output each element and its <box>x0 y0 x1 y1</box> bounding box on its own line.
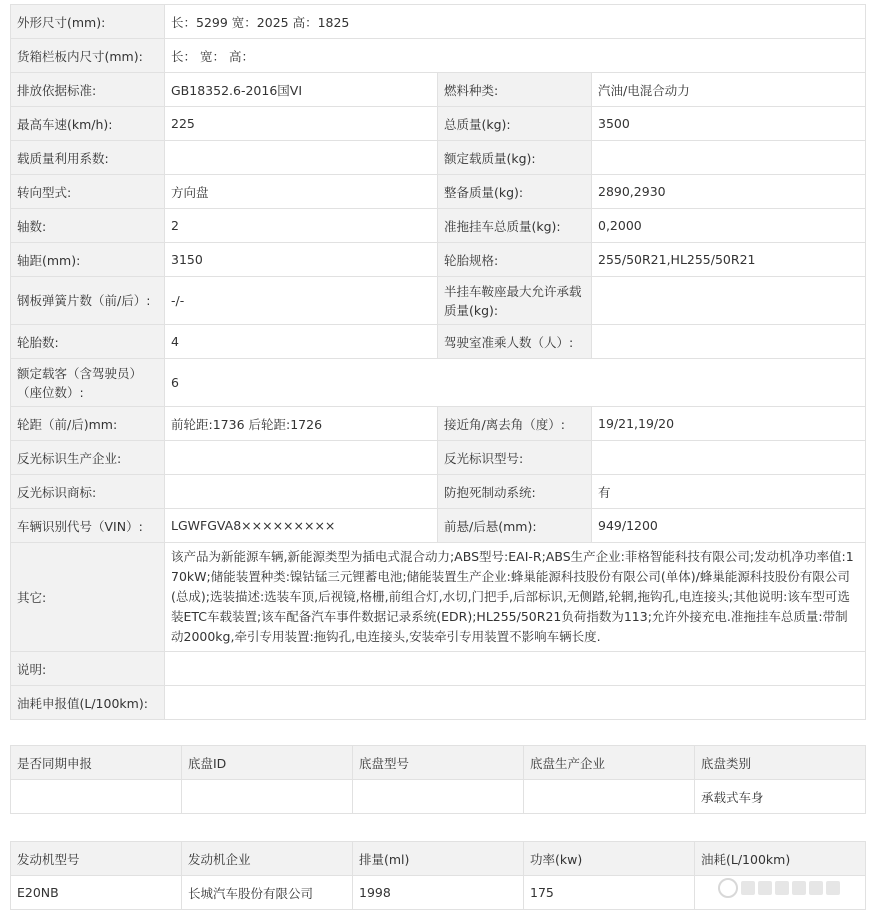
track-label: 轮距（前/后)mm: <box>11 407 165 441</box>
spec-row-emission <box>11 73 866 107</box>
steering-label: 转向型式: <box>11 175 165 209</box>
passengers-label: 额定载客（含驾驶员）（座位数）: <box>11 359 165 407</box>
spec-row-note <box>11 652 866 686</box>
watermark-glyph <box>826 881 840 895</box>
saddle-label: 半挂车鞍座最大允许承载质量(kg): <box>438 277 592 325</box>
other-label: 其它: <box>11 543 165 652</box>
angle-label: 接近角/离去角（度）: <box>438 407 592 441</box>
angle-value: 19/21,19/20 <box>592 407 866 441</box>
watermark-glyph <box>792 881 806 895</box>
watermark-glyph <box>758 881 772 895</box>
spec-row-dimensions <box>11 5 866 39</box>
consumption-label: 油耗申报值(L/100km): <box>11 686 165 720</box>
chassis-header-cell: 是否同期申报 <box>11 746 182 780</box>
overhang-label: 前悬/后悬(mm): <box>438 509 592 543</box>
emission-value: GB18352.6-2016国VI <box>165 73 438 107</box>
spec-row-consumption <box>11 686 866 720</box>
chassis-table <box>10 745 866 814</box>
cab-label: 驾驶室准乘人数（人）: <box>438 325 592 359</box>
emission-label: 排放依据标准: <box>11 73 165 107</box>
spec-row-passengers <box>11 359 866 407</box>
chassis-cell <box>11 780 182 814</box>
engine-cell: 175 <box>524 876 695 910</box>
dimensions-label: 外形尺寸(mm): <box>11 5 165 39</box>
spec-row-speed <box>11 107 866 141</box>
overhang-value: 949/1200 <box>592 509 866 543</box>
engine-header-cell: 油耗(L/100km) <box>695 842 866 876</box>
chassis-header-row <box>11 746 866 780</box>
engine-header-cell: 排量(ml) <box>353 842 524 876</box>
spec-row-abs <box>11 475 866 509</box>
engine-table <box>10 841 866 910</box>
track-value: 前轮距:1736 后轮距:1726 <box>165 407 438 441</box>
totalmass-label: 总质量(kg): <box>438 107 592 141</box>
reflector-maker-label: 反光标识生产企业: <box>11 441 165 475</box>
loadfactor-label: 载质量利用系数: <box>11 141 165 175</box>
spec-row-vin <box>11 509 866 543</box>
reflector-model-value <box>592 441 866 475</box>
spring-value: -/- <box>165 277 438 325</box>
spec-row-track <box>11 407 866 441</box>
chassis-header-cell: 底盘型号 <box>353 746 524 780</box>
tirecount-label: 轮胎数: <box>11 325 165 359</box>
trailer-value: 0,2000 <box>592 209 866 243</box>
spec-row-other <box>11 543 866 652</box>
chassis-header-cell: 底盘ID <box>182 746 353 780</box>
steering-value: 方向盘 <box>165 175 438 209</box>
ratedload-value <box>592 141 866 175</box>
spec-row-wheelbase <box>11 243 866 277</box>
cargo-value: 长： 宽： 高： <box>165 39 866 73</box>
chassis-cell <box>524 780 695 814</box>
maxspeed-label: 最高车速(km/h): <box>11 107 165 141</box>
chassis-cell: 承载式车身 <box>695 780 866 814</box>
dimensions-value: 长：5299 宽：2025 高：1825 <box>165 5 866 39</box>
fuel-label: 燃料种类: <box>438 73 592 107</box>
saddle-value <box>592 277 866 325</box>
note-value <box>165 652 866 686</box>
cargo-label: 货箱栏板内尺寸(mm): <box>11 39 165 73</box>
engine-cell: 长城汽车股份有限公司 <box>182 876 353 910</box>
wheelbase-value: 3150 <box>165 243 438 277</box>
vin-value: LGWFGVA8××××××××× <box>165 509 438 543</box>
engine-header-cell: 发动机型号 <box>11 842 182 876</box>
passengers-value: 6 <box>165 359 866 407</box>
reflector-model-label: 反光标识型号: <box>438 441 592 475</box>
curbmass-value: 2890,2930 <box>592 175 866 209</box>
spec-row-axles <box>11 209 866 243</box>
tire-value: 255/50R21,HL255/50R21 <box>592 243 866 277</box>
watermark-glyph <box>741 881 755 895</box>
reflector-brand-value <box>165 475 438 509</box>
spring-label: 钢板弹簧片数（前/后）: <box>11 277 165 325</box>
weibo-watermark <box>718 877 868 899</box>
trailer-label: 准拖挂车总质量(kg): <box>438 209 592 243</box>
axles-value: 2 <box>165 209 438 243</box>
spec-row-cargo <box>11 39 866 73</box>
abs-value: 有 <box>592 475 866 509</box>
spec-row-tirecount <box>11 325 866 359</box>
engine-header-cell: 功率(kw) <box>524 842 695 876</box>
tire-label: 轮胎规格: <box>438 243 592 277</box>
weibo-logo-icon <box>718 878 738 898</box>
vin-label: 车辆识别代号（VIN）: <box>11 509 165 543</box>
engine-cell: E20NB <box>11 876 182 910</box>
watermark-glyph <box>809 881 823 895</box>
other-value: 该产品为新能源车辆,新能源类型为插电式混合动力;ABS型号:EAI-R;ABS生产企业:菲格智能科技有限公司;发动机净功率值:170kW;储能装置种类:镍钴锰三元锂蓄电池;储能装置生产企业:蜂巢能源科技股份有限公司(单体)/蜂巢能源科技股份有限公司(总成);选装描述:选装车顶,后视镜,格栅,前组合灯,水切,门把手,后部标识,无侧踏,轮辋,拖钩孔,电连接头;其他说明:该车型可选装ETC车载装置;该车配备汽车事件数据记录系统(EDR);HL255/50R21负荷指数为113;允许外接充电.准拖挂车总质量:带制动2000kg,牵引专用装置:拖钩孔,电连接头,安装牵引专用装置不影响车辆长度. <box>165 543 866 652</box>
axles-label: 轴数: <box>11 209 165 243</box>
ratedload-label: 额定载质量(kg): <box>438 141 592 175</box>
engine-header-row <box>11 842 866 876</box>
maxspeed-value: 225 <box>165 107 438 141</box>
watermark-glyph <box>775 881 789 895</box>
spec-row-reflector <box>11 441 866 475</box>
tirecount-value: 4 <box>165 325 438 359</box>
engine-cell: 1998 <box>353 876 524 910</box>
spec-row-steering <box>11 175 866 209</box>
wheelbase-label: 轴距(mm): <box>11 243 165 277</box>
vehicle-spec-table <box>10 4 866 720</box>
reflector-maker-value <box>165 441 438 475</box>
engine-header-cell: 发动机企业 <box>182 842 353 876</box>
reflector-brand-label: 反光标识商标: <box>11 475 165 509</box>
chassis-header-cell: 底盘生产企业 <box>524 746 695 780</box>
spec-row-spring <box>11 277 866 325</box>
curbmass-label: 整备质量(kg): <box>438 175 592 209</box>
chassis-cell <box>353 780 524 814</box>
consumption-value <box>165 686 866 720</box>
note-label: 说明: <box>11 652 165 686</box>
totalmass-value: 3500 <box>592 107 866 141</box>
fuel-value: 汽油/电混合动力 <box>592 73 866 107</box>
loadfactor-value <box>165 141 438 175</box>
chassis-cell <box>182 780 353 814</box>
cab-value <box>592 325 866 359</box>
abs-label: 防抱死制动系统: <box>438 475 592 509</box>
spec-row-load <box>11 141 866 175</box>
chassis-header-cell: 底盘类别 <box>695 746 866 780</box>
chassis-data-row <box>11 780 866 814</box>
